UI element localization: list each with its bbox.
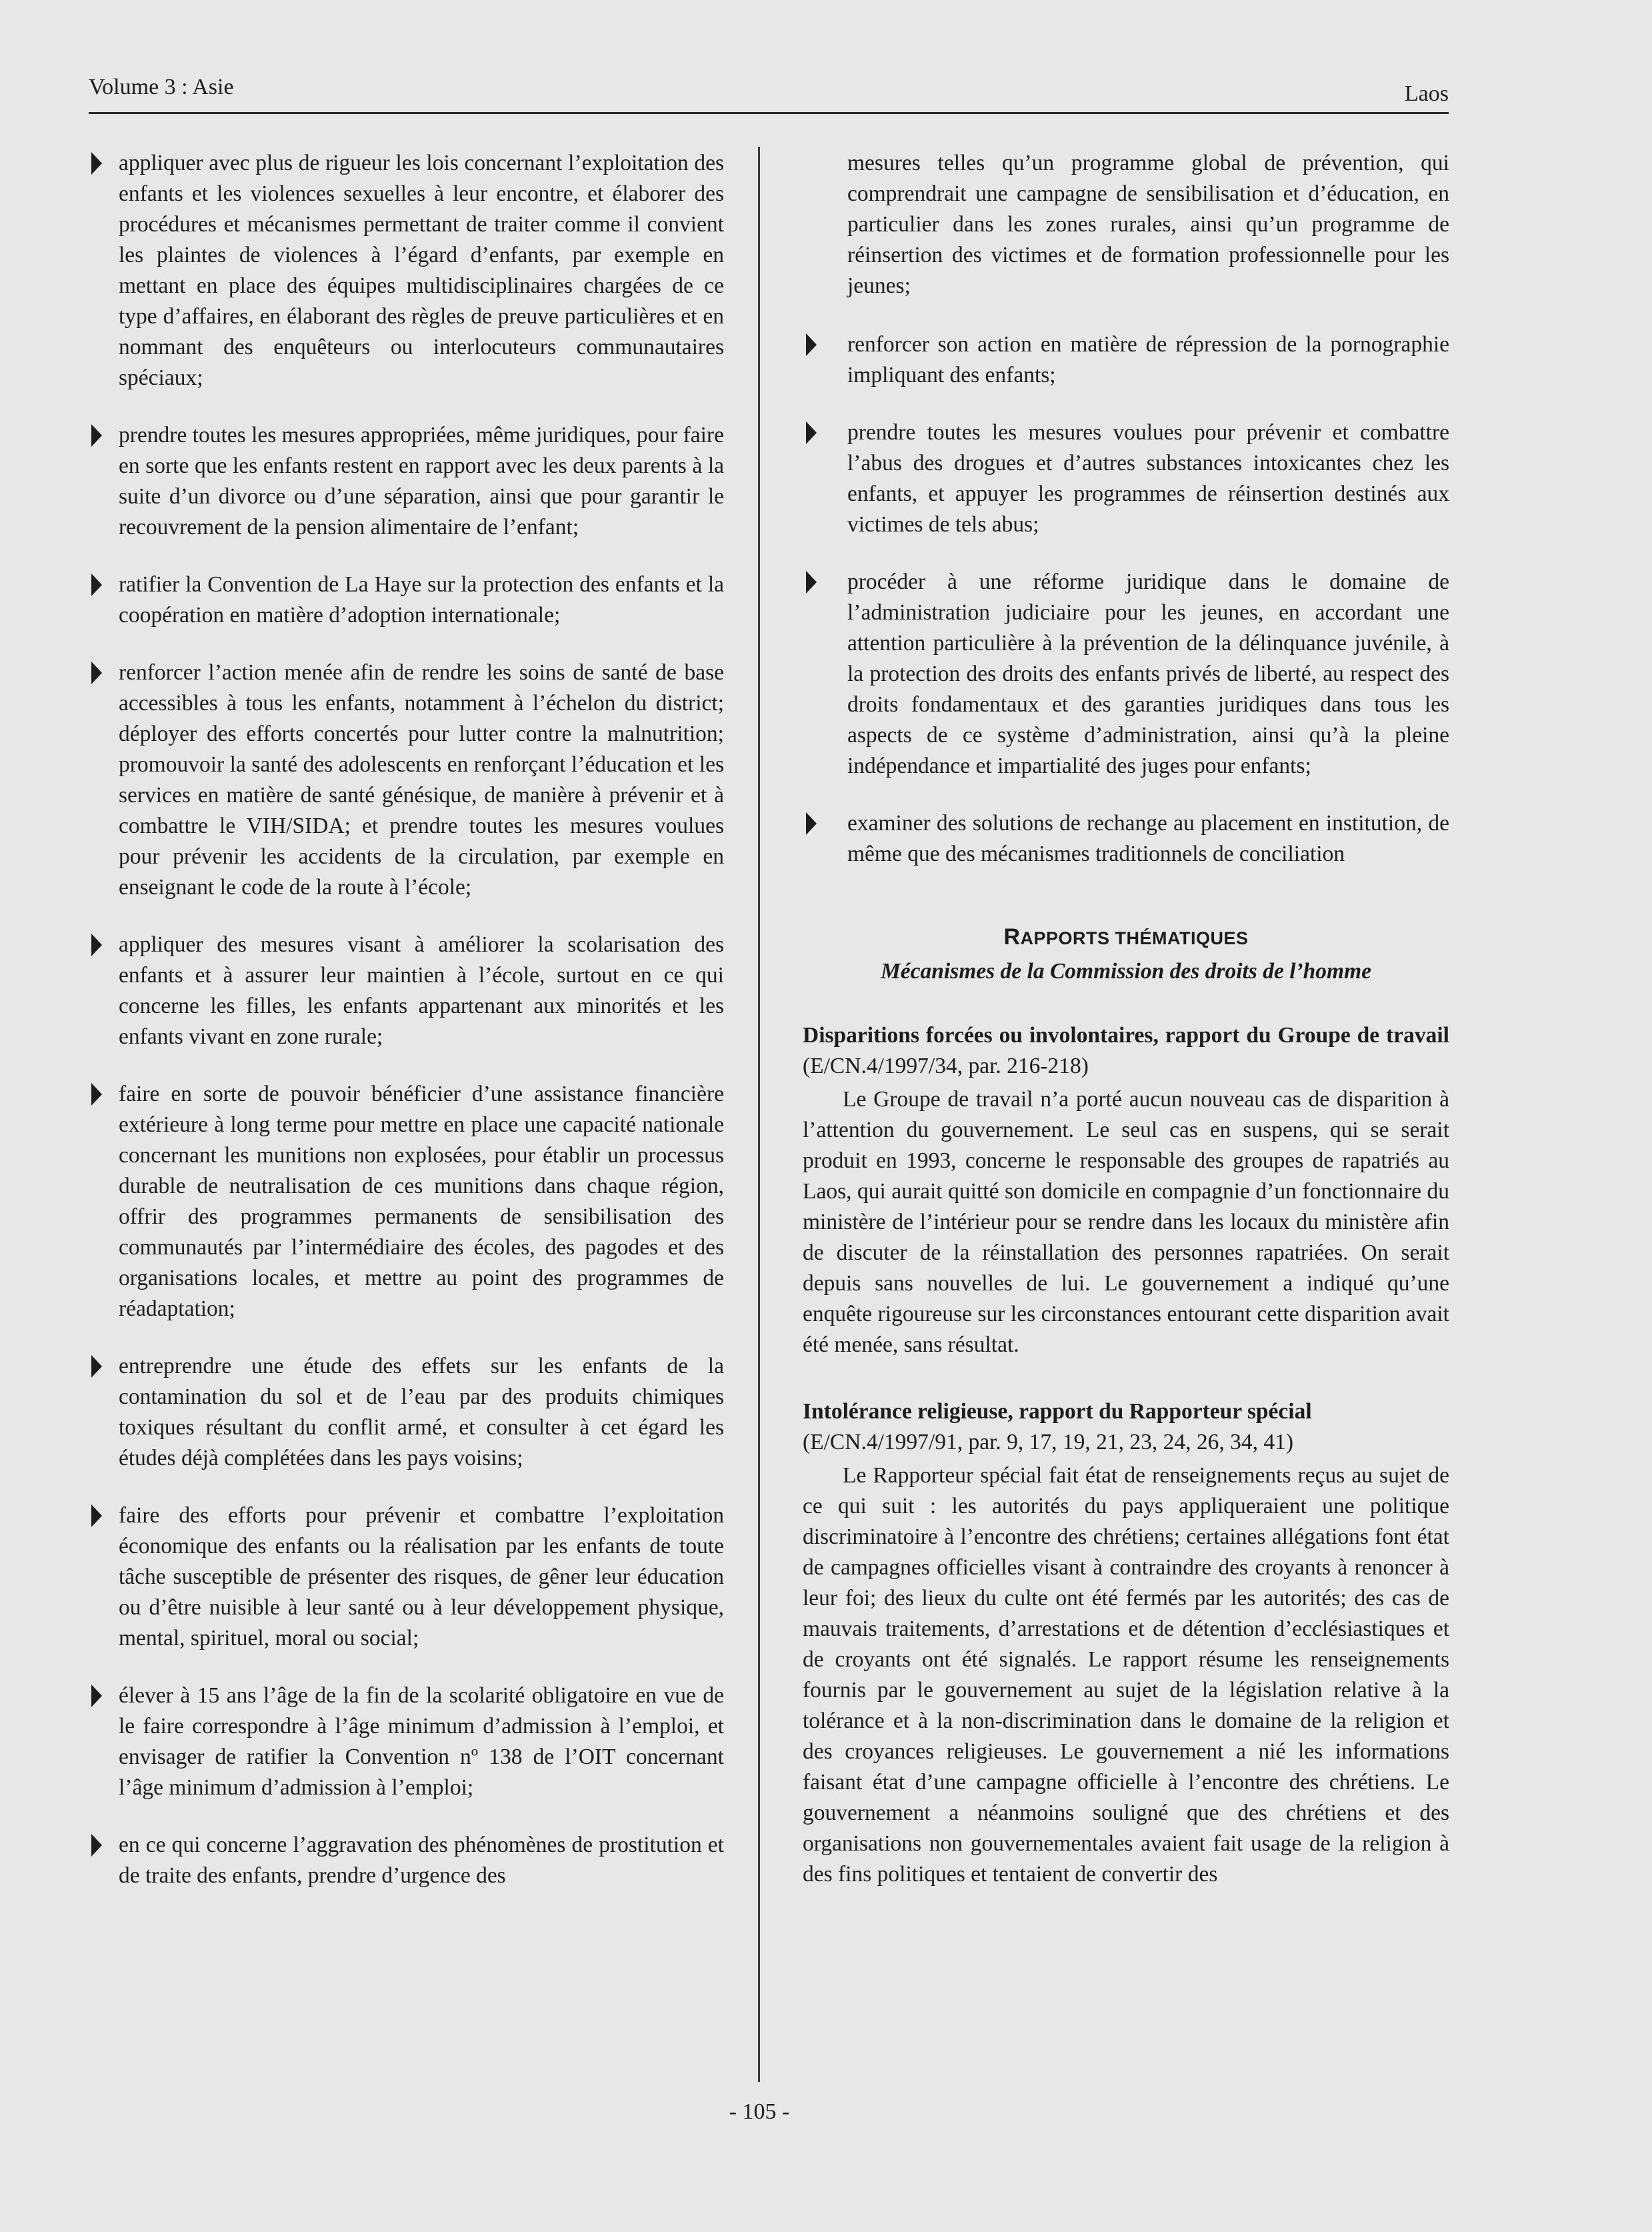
recommendation-item: procéder à une réforme juridique dans le domaine de l’administration judiciaire pour les jeunes, en accordant une attention particulière à la prévention de la délinquance juvénile, à la protection des droits des enfants privés de liberté, au respect des droits fondamentaux et des garanties juridiques dans tous les aspects de ce système d’administration, ainsi qu’à la pleine indépendance et impartialité des juges pour enfants;: [803, 567, 1449, 782]
bullet-arrow-icon: [91, 1083, 102, 1106]
bullet-arrow-icon: [91, 662, 102, 684]
entry-text: Le Groupe de travail n’a porté aucun nouveau cas de disparition à l’attention du gouvernement. Le seul cas en suspens, qui se serait produit en 1993, concerne le responsable des groupes de rapatriés au Laos, qui aurait quitté son domicile en compagnie d’un fonctionnaire du ministère de l’intérieur pour se rendre dans les locaux du ministère afin de discuter de la réinstallation des personnes rapatriées. On serait depuis sans nouvelles de lui. Le gouvernement a indiqué qu’une enquête rigoureuse sur les circonstances entourant cette disparition avait été menée, sans résultat.: [803, 1087, 1449, 1357]
recommendation-continuation: mesures telles qu’un programme global de prévention, qui comprendrait une campagne de sensibilisation et d’éducation, en particulier dans les zones rurales, ainsi qu’un programme de réinsertion des victimes et de formation professionnelle pour les jeunes;: [847, 151, 1449, 298]
recommendation-item: renforcer son action en matière de répression de la pornographie impliquant des enfants;: [803, 329, 1449, 391]
header-volume: Volume 3 : Asie: [89, 75, 234, 99]
recommendation-item: renforcer l’action menée afin de rendre les soins de santé de base accessibles à tous les enfants, notamment à l’échelon du district; déployer des efforts concertés pour lutter contre la malnutrition; promouvoir la santé des adolescents en renforçant l’éducation et les services en matière de santé génésique, de manière à prévenir et à combattre le VIH/SIDA; et prendre toutes les mesures voulues pour prévenir les accidents de la circulation, par exemple en enseignant le code de la route à l’école;: [88, 658, 724, 903]
recommendation-item: prendre toutes les mesures appropriées, même juridiques, pour faire en sorte que les enfants restent en rapport avec les deux parents à la suite d’un divorce ou d’une séparation, ainsi que pour garantir le recouvrement de la pension alimentaire de l’enfant;: [88, 420, 724, 543]
recommendation-item: en ce qui concerne l’aggravation des phénomènes de prostitution et de traite des enfants, prendre d’urgence des: [88, 1830, 724, 1891]
bullet-arrow-icon: [91, 574, 102, 596]
entry-heading: Intolérance religieuse, rapport du Rapporteur spécial (E/CN.4/1997/91, par. 9, 17, 19, 21, 23, 24, 26, 34, 41): [803, 1399, 1312, 1454]
recommendation-item: entreprendre une étude des effets sur les enfants de la contamination du sol et de l’eau par des produits chimiques toxiques résultant du conflit armé, et consulter à cet égard les études déjà complétées dans les pays voisins;: [88, 1351, 724, 1474]
bullet-arrow-icon: [806, 421, 817, 444]
column-divider: [758, 147, 760, 2082]
bullet-arrow-icon: [806, 571, 817, 594]
bullet-arrow-icon: [806, 812, 817, 835]
subsection-title: Mécanismes de la Commission des droits de l’homme: [880, 959, 1372, 984]
bullet-arrow-icon: [91, 424, 102, 447]
entry-text: Le Rapporteur spécial fait état de renseignements reçus au sujet de ce qui suit : les autorités du pays appliqueraient une politique discriminatoire à l’encontre des chrétiens; certaines allégations font état de campagnes officielles visant à contraindre des croyants à renoncer à leur foi; des lieux du culte ont été fermés par les autorités; des cas de mauvais traitements, d’arrestations et de détention d’ecclésiastiques et de croyants ont été signalés. Le rapport résume les renseignements fournis par le gouvernement au sujet de la législation relative à la tolérance et à la non-discrimination dans le domaine de la religion et des croyances religieuses. Le gouvernement a nié les informations faisant état d’une campagne officielle à l’encontre des chrétiens. Le gouvernement a néanmoins souligné que des chrétiens et des organisations non gouvernementales avaient fait usage de la religion à des fins politiques et tentaient de convertir des: [803, 1463, 1449, 1887]
bullet-arrow-icon: [91, 1685, 102, 1707]
page-number: - 105 -: [729, 2099, 790, 2124]
left-column: [88, 148, 724, 1918]
bullet-arrow-icon: [806, 333, 817, 356]
recommendation-item: élever à 15 ans l’âge de la fin de la scolarité obligatoire en vue de le faire correspondre à l’âge minimum d’admission à l’emploi, et envisager de ratifier la Convention nº 138 de l’OIT concernant l’âge minimum d’admission à l’emploi;: [88, 1681, 724, 1803]
bullet-arrow-icon: [91, 152, 102, 175]
recommendation-item: examiner des solutions de rechange au placement en institution, de même que des mécanismes traditionnels de conciliation: [803, 808, 1449, 870]
bullet-arrow-icon: [91, 1504, 102, 1527]
bullet-arrow-icon: [91, 934, 102, 956]
recommendation-item: appliquer des mesures visant à améliorer la scolarisation des enfants et à assurer leur maintien à l’école, surtout en ce qui concerne les filles, les enfants appartenant aux minorités et les enfants vivant en zone rurale;: [88, 930, 724, 1052]
right-column: [803, 148, 1449, 1926]
bullet-arrow-icon: [91, 1355, 102, 1378]
running-header: [89, 72, 1449, 114]
entry-heading: Disparitions forcées ou involontaires, rapport du Groupe de travail (E/CN.4/1997/34, par. 216-218): [803, 1023, 1449, 1078]
entry-reference: (E/CN.4/1997/34, par. 216-218): [803, 1054, 1089, 1078]
header-country: Laos: [1404, 81, 1449, 106]
recommendation-item: prendre toutes les mesures voulues pour prévenir et combattre l’abus des drogues et d’autres substances intoxicantes chez les enfants, et appuyer les programmes de réinsertion destinés aux victimes de tels abus;: [803, 417, 1449, 540]
entry-reference: (E/CN.4/1997/91, par. 9, 17, 19, 21, 23, 24, 26, 34, 41): [803, 1430, 1294, 1454]
recommendation-item: ratifier la Convention de La Haye sur la protection des enfants et la coopération en matière d’adoption internationale;: [88, 570, 724, 631]
recommendation-item: faire des efforts pour prévenir et combattre l’exploitation économique des enfants ou la réalisation par les enfants de toute tâche susceptible de présenter des risques, de gêner leur éducation ou d’être nuisible à leur santé ou à leur développement physique, mental, spirituel, moral ou social;: [88, 1500, 724, 1654]
section-title: RAPPORTS THÉMATIQUES: [1003, 924, 1249, 950]
recommendation-item: appliquer avec plus de rigueur les lois concernant l’exploitation des enfants et les violences sexuelles à leur encontre, et élaborer des procédures et mécanismes permettant de traiter comme il convient les plaintes de violences à l’égard d’enfants, par exemple en mettant en place des équipes multidisciplinaires chargées de ce type d’affaires, en élaborant des règles de preuve particulières et en nommant des enquêteurs ou interlocuteurs communautaires spéciaux;: [88, 148, 724, 393]
bullet-arrow-icon: [91, 1834, 102, 1857]
recommendation-item: faire en sorte de pouvoir bénéficier d’une assistance financière extérieure à long terme pour mettre en place une capacité nationale concernant les munitions non explosées, pour établir un processus durable de neutralisation de ces munitions dans chaque région, offrir des programmes permanents de sensibilisation des communautés par l’intermédiaire des écoles, des pagodes et des organisations locales, et mettre au point des programmes de réadaptation;: [88, 1079, 724, 1324]
